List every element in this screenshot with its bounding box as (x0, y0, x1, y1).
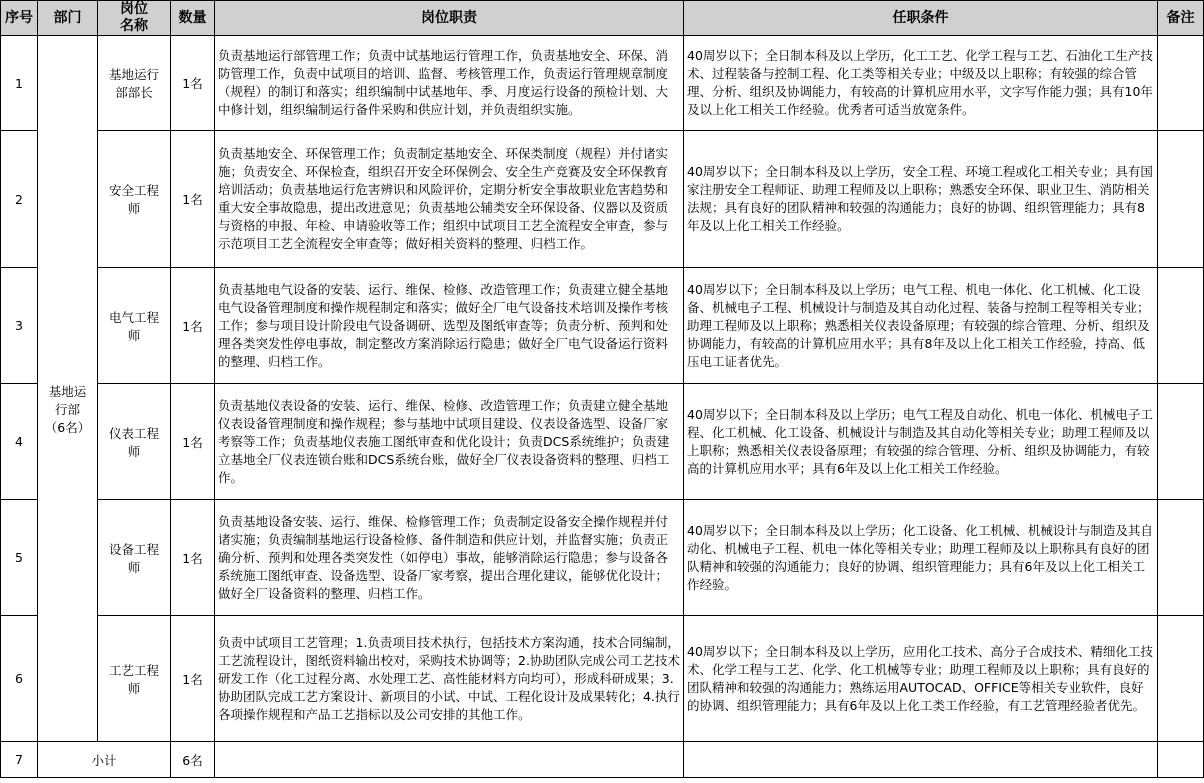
position-line1: 电气工程 (108, 309, 159, 325)
department-line2: 行部 (54, 401, 80, 417)
position-cell (98, 500, 171, 616)
count-cell: 1名 (171, 131, 215, 268)
requirements-cell: 40周岁以下；全日制本科及以上学历，化工工艺、化学工程与工艺、石油化工生产技术、过程装备与控制工程、化工类等相关专业；中级及以上职称；有较强的综合管理、分析、组织及协调能力，有较高的计算机应用水平，文字写作能力强；具有10年及以上化工相关工作经验。优秀者可适当放宽条件。 (684, 36, 1158, 131)
header-position-line1: 岗位 (120, 1, 148, 17)
position-line2: 部部长 (115, 85, 153, 100)
header-remarks: 备注 (1158, 1, 1204, 36)
requirements-cell: 40周岁以下；全日制本科及以上学历，应用化工技术、高分子合成技术、精细化工技术、化学工程与工艺、化学、化工机械等专业；助理工程师及以上职称；具有良好的团队精神和较强的沟通能力；熟练运用AUTOCAD、OFFICE等相关专业软件，良好的协调、组织管理能力；具有6年及以上化工类工作经验，有工艺管理经验者优先。 (684, 616, 1158, 742)
header-position (98, 1, 171, 36)
position-cell (98, 268, 171, 384)
subtotal-index: 7 (1, 742, 38, 778)
position-line2: 师 (127, 327, 141, 343)
subtotal-remarks (1158, 742, 1204, 778)
remarks-cell (1158, 131, 1204, 268)
header-row (1, 1, 1204, 36)
position-cell (98, 616, 171, 742)
position-line1: 工艺工程 (108, 662, 159, 678)
table-row (1, 268, 1204, 384)
row-index: 6 (1, 616, 38, 742)
remarks-cell (1158, 500, 1204, 616)
position-line2: 师 (127, 443, 141, 459)
count-cell: 1名 (171, 500, 215, 616)
count-cell: 1名 (171, 616, 215, 742)
row-index: 4 (1, 384, 38, 500)
duties-cell: 负责基地运行部管理工作；负责中试基地运行管理工作，负责基地安全、环保、消防管理工作，负责中试项目的培训、监督、考核管理工作，负责运行管理规章制度（规程）的制订和落实；组织编制中试基地年、季、月度运行设备的预检计划、大中修计划，组织编制运行备件采购和供应计划，并负责组织实施。 (215, 36, 684, 131)
duties-cell: 负责中试项目工艺管理；1.负责项目技术执行，包括技术方案沟通，技术合同编制，工艺流程设计，图纸资料输出校对，采购技术协调等；2.协助团队完成公司工艺技术研发工作（化工过程分离、水处理工艺、高性能材料方向均可），形成科研成果；3.协助团队完成工艺方案设计、新项目的小试、中试、工程化设计及成果转化；4.执行各项操作规程和产品工艺指标以及公司安排的其他工作。 (215, 616, 684, 742)
header-duties: 岗位职责 (215, 1, 684, 36)
remarks-cell (1158, 616, 1204, 742)
position-line2: 师 (127, 680, 141, 696)
position-line1: 仪表工程 (108, 425, 159, 441)
header-index: 序号 (1, 1, 38, 36)
row-index: 1 (1, 36, 38, 131)
subtotal-requirements (684, 742, 1158, 778)
header-count: 数量 (171, 1, 215, 36)
position-line1: 安全工程 (108, 183, 159, 198)
position-line2: 师 (127, 201, 141, 216)
table-row (1, 384, 1204, 500)
row-index: 5 (1, 500, 38, 616)
department-cell (38, 36, 98, 742)
remarks-cell (1158, 384, 1204, 500)
subtotal-label: 小计 (38, 742, 171, 778)
duties-cell: 负责基地仪表设备的安装、运行、维保、检修、改造管理工作；负责建立健全基地仪表设备管理制度和操作规程；参与基地中试项目建设、仪表设备选型、设备厂家考察等工作；负责基地仪表施工图纸审查和优化设计；负责DCS系统维护；负责建立基地全厂仪表连锁台账和DCS系统台账，做好全厂仪表设备资料的整理、归档工作。 (215, 384, 684, 500)
row-index: 2 (1, 131, 38, 268)
requirements-cell: 40周岁以下；全日制本科及以上学历；电气工程及自动化、机电一体化、机械电子工程、化工机械、化工设备、机械设计与制造及其自动化等相关专业；助理工程师及以上职称；熟悉相关仪表设备原理；有较强的综合管理、分析、组织及协调能力，有较高的计算机应用水平；具有6年及以上化工相关工作经验。 (684, 384, 1158, 500)
requirements-cell: 40周岁以下；全日制本科及以上学历；化工设备、化工机械、机械设计与制造及其自动化、机械电子工程、机电一体化等相关专业；助理工程师及以上职称具有良好的团队精神和较强的沟通能力；良好的协调、组织管理能力；具有6年及以上化工相关工作经验。 (684, 500, 1158, 616)
remarks-cell (1158, 36, 1204, 131)
count-cell: 1名 (171, 268, 215, 384)
header-requirements: 任职条件 (684, 1, 1158, 36)
department-line1: 基地运 (48, 383, 87, 399)
duties-cell: 负责基地设备安装、运行、维保、检修管理工作；负责制定设备安全操作规程并付诸实施；负责编制基地运行设备检修、备件制造和供应计划，并监督实施；负责正确分析、预判和处理各类突发性（如停电）事故，能够消除运行隐患；参与设备各系统施工图纸审查、设备选型、设备厂家考察，提出合理化建议，能够优化设计；做好全厂设备资料的整理、归档工作。 (215, 500, 684, 616)
subtotal-count: 6名 (171, 742, 215, 778)
table-row (1, 131, 1204, 268)
table-row (1, 500, 1204, 616)
position-cell (98, 384, 171, 500)
position-line1: 设备工程 (108, 541, 159, 557)
duties-cell: 负责基地电气设备的安装、运行、维保、检修、改造管理工作；负责建立健全基地电气设备管理制度和操作规程制定和落实；做好全厂电气设备技术培训及操作考核工作；参与项目设计阶段电气设备调研、选型及图纸审查等；负责分析、预判和处理各类突发性停电事故，制定整改方案消除运行隐患；做好全厂电气设备运行资料的整理、归档工作。 (215, 268, 684, 384)
table-row (1, 36, 1204, 131)
count-cell: 1名 (171, 384, 215, 500)
department-line3: （6名） (44, 419, 91, 435)
position-cell (98, 131, 171, 268)
subtotal-row (1, 742, 1204, 778)
position-line1: 基地运行 (108, 67, 159, 82)
header-dept: 部门 (38, 1, 98, 36)
duties-cell: 负责基地安全、环保管理工作；负责制定基地安全、环保类制度（规程）并付诸实施；负责安全、环保检查，组织召开安全环保例会、安全生产竞赛及安全环保教育培训活动；负责基地运行危害辨识和风险评价，定期分析安全事故职业危害趋势和重大安全事故隐患，提出改进意见；负责基地公辅类安全环保设备、仪器以及资质与资格的申报、年检、申请验收等工作；组织中试项目工艺全流程安全审查，参与示范项目工艺全流程安全审查等；做好相关资料的整理、归档工作。 (215, 131, 684, 268)
requirements-cell: 40周岁以下；全日制本科及以上学历，安全工程、环境工程或化工相关专业；具有国家注册安全工程师证、助理工程师及以上职称；熟悉安全环保、职业卫生、消防相关法规；具有良好的团队精神和较强的沟通能力；良好的协调、组织管理能力；具有8年及以上化工相关工作经验。 (684, 131, 1158, 268)
requirements-cell: 40周岁以下；全日制本科及以上学历；电气工程、机电一体化、化工机械、化工设备、机械电子工程、机械设计与制造及其自动化过程、装备与控制工程等相关专业；助理工程师及以上职称；熟悉相关仪表设备原理；有较强的综合管理、分析、组织及协调能力，有较高的计算机应用水平；具有8年及以上化工相关工作经验，持高、低压电工证者优先。 (684, 268, 1158, 384)
table-row (1, 616, 1204, 742)
row-index: 3 (1, 268, 38, 384)
position-cell (98, 36, 171, 131)
remarks-cell (1158, 268, 1204, 384)
count-cell: 1名 (171, 36, 215, 131)
position-line2: 师 (127, 559, 141, 575)
header-position-line2: 名称 (120, 18, 148, 34)
subtotal-duties (215, 742, 684, 778)
